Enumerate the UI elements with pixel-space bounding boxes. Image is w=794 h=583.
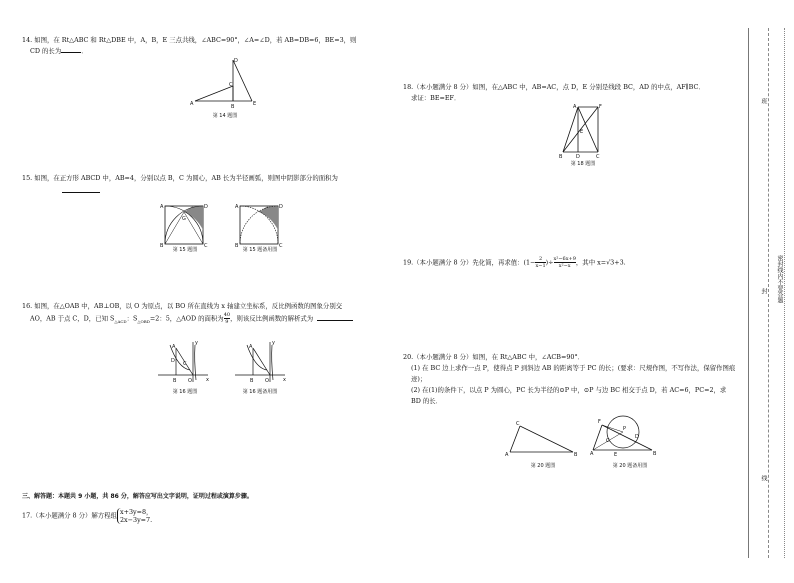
q16-backup-label-a: A — [249, 344, 253, 350]
q20-backup-label-f: F — [598, 419, 601, 425]
q16-answer-blank[interactable] — [317, 320, 353, 321]
q18-text — [403, 82, 743, 104]
q20-label-a: A — [505, 452, 509, 458]
q20-backup-label-p: P — [623, 426, 627, 432]
q16-backup-label-x: x — [283, 377, 286, 383]
q18-label-b: B — [559, 154, 563, 160]
q14-text: 14. 如图，在 Rt△ABC 和 Rt△DBE 中，A，B，E 三点共线，∠ABC=90°，∠A=∠D，若 AB=DB=6，BE=3，则 CD 的长为 ． — [22, 35, 402, 57]
q20-caption: 第 20 题图 — [530, 463, 556, 469]
q19-text: 19.（本小题满分 8 分）先化简，再求值：(1− $\frac{2}{x-1}$ )÷ $\frac{\text{x²−6x+9}}{\text{x²−x}}$ ，其中 x=√3+3. — [403, 256, 626, 269]
q14-label-c: C — [229, 82, 233, 88]
q20-line2: (1) 在 BC 边上求作一点 P，使得点 P 到斜边 AB 的距离等于 PC 的长；(要求：尺规作图，不写作法，保留作图痕 — [411, 364, 736, 372]
q18-figure — [558, 104, 608, 159]
q20-line1: 20.（本小题满分 8 分）如图，在 Rt△ABC 中，∠ACB=90°． — [403, 353, 585, 361]
q17-brace — [117, 508, 152, 524]
binding-label-middle: 封 — [760, 288, 767, 294]
q15-figure — [160, 203, 210, 249]
q16-label-x: x — [206, 377, 209, 383]
q16-label-c: C — [183, 361, 187, 367]
q20-figure — [505, 418, 580, 460]
q14-figure — [190, 58, 270, 108]
q14-label-a: A — [190, 101, 194, 107]
q20-backup-label-d: D — [635, 434, 639, 440]
q15-label-d: D — [204, 204, 208, 210]
q16-label-o: O — [188, 378, 192, 384]
q15-figure-backup — [235, 203, 285, 249]
q15-text — [22, 173, 402, 197]
q14-label-d: D — [234, 58, 238, 64]
q16-backup-label-b: B — [250, 378, 254, 384]
q20-label-b: B — [574, 452, 578, 458]
q19-fraction-2: $\frac{\text{x²−6x+9}}{\text{x²−x}}$ — [553, 256, 576, 269]
q15-answer-blank[interactable] — [62, 192, 100, 193]
section3-title: 三、解答题：本题共 9 小题，共 86 分，解答应写出文字说明，证明过程或演算步骤。 — [22, 493, 253, 500]
q16-label-d: D — [171, 358, 175, 364]
q18-label-c: C — [596, 154, 600, 160]
q15-label-c: C — [204, 243, 208, 249]
binding-warning: 密封线内不要答题 — [776, 255, 783, 303]
q15-backup-label-a: A — [235, 204, 239, 210]
q20-line4: (2) 在(1)的条件下，以点 P 为圆心，PC 长为半径的⊙P 中，⊙P 与边 BC 相交于点 D，若 AC=6，PC=2，求 — [411, 386, 727, 394]
q18-label-f: F — [599, 104, 602, 110]
q16-area-fraction: $\frac{40}{9}$ — [223, 312, 231, 325]
q19-fraction-1: $\frac{2}{x-1}$ — [535, 256, 546, 269]
q14-caption: 第 14 题图 — [212, 113, 238, 119]
q16-text: 16. 如图，在△OAB 中，AB⊥OB，以 O 为原点，以 BO 所在直线为 x 轴建立坐标系，反比例函数的图象分别交 AO，AB 于点 C，D，已知 $S_{\triangle ACD}$：$S_{\triangle OBD}=2$：5，△AOD 的面积为 $\frac{40}{9}$ ，则该反比例函数的解析式为 — [22, 301, 402, 327]
q15-label-g: G — [182, 216, 186, 222]
binding-line-dashed — [768, 28, 769, 558]
q18-line1: 18.（本小题满分 8 分）如图，在△ABC 中，AB=AC，点 D，E 分别是线段 BC，AD 的中点，AF∥BC． — [403, 83, 705, 91]
q14-answer-blank[interactable] — [61, 52, 81, 53]
q20-label-c: C — [516, 421, 520, 427]
q14-line1: 14. 如图，在 Rt△ABC 和 Rt△DBE 中，A，B，E 三点共线，∠ABC=90°，∠A=∠D，若 AB=DB=6，BE=3，则 — [22, 36, 357, 44]
q20-figure-backup — [590, 410, 665, 460]
q20-line3: 迹)； — [411, 375, 427, 383]
q16-figure — [158, 340, 213, 385]
q15-backup-label-c: C — [279, 243, 283, 249]
binding-line-dotted — [784, 28, 785, 558]
q18-label-e: E — [580, 129, 584, 135]
q15-backup-label-d: D — [279, 204, 283, 210]
q20-backup-label-e: E — [614, 452, 618, 458]
q20-line5: BD 的长． — [411, 397, 443, 405]
q20-caption-backup: 第 20 题备用图 — [612, 463, 648, 469]
q18-label-d: D — [576, 154, 580, 160]
q18-line2: 求证：BE=EF． — [411, 94, 461, 102]
q15-backup-label-b: B — [235, 243, 239, 249]
q14-line2: CD 的长为 — [30, 47, 62, 55]
q15-label-a: A — [160, 204, 164, 210]
q14-label-e: E — [253, 101, 257, 107]
q14-label-b: B — [231, 104, 235, 110]
q17-text: 17.（本小题满分 8 分）解方程组 x+3y=8， 2x−3y=7. — [22, 508, 153, 524]
q16-caption: 第 16 题图 — [172, 389, 198, 395]
q15-caption-backup: 第 15 题备用图 — [242, 247, 278, 253]
q16-line1: 16. 如图，在△OAB 中，AB⊥OB，以 O 为原点，以 BO 所在直线为 x 轴建立坐标系，反比例函数的图象分别交 — [22, 302, 343, 310]
q18-caption: 第 18 题图 — [570, 161, 596, 167]
q16-backup-label-y: y — [272, 340, 275, 346]
q16-backup-label-o: O — [265, 378, 269, 384]
q16-label-y: y — [195, 340, 198, 346]
binding-label-top: 班 — [760, 98, 767, 104]
q20-backup-label-a: A — [590, 451, 594, 457]
q17-eq2: 2x−3y=7. — [119, 516, 153, 524]
q20-backup-label-b: B — [653, 451, 657, 457]
q15-label-b: B — [160, 243, 164, 249]
q17-eq1: x+3y=8， — [119, 508, 153, 516]
q16-label-a: A — [172, 344, 176, 350]
q16-figure-backup — [235, 340, 290, 385]
binding-label-bottom: 线 — [760, 475, 767, 481]
q15-line1: 15. 如图，在正方形 ABCD 中，AB=4，分别以点 B，C 为圆心，AB 长为半径画弧，则图中阴影部分的面积为 — [22, 174, 338, 182]
q16-caption-backup: 第 16 题备用图 — [242, 389, 278, 395]
q20-backup-label-c: C — [606, 438, 610, 444]
q15-caption: 第 15 题图 — [172, 247, 198, 253]
q18-label-a: A — [573, 104, 577, 110]
q16-label-b: B — [173, 378, 177, 384]
q20-text — [403, 352, 753, 407]
binding-line-outer — [748, 28, 749, 558]
